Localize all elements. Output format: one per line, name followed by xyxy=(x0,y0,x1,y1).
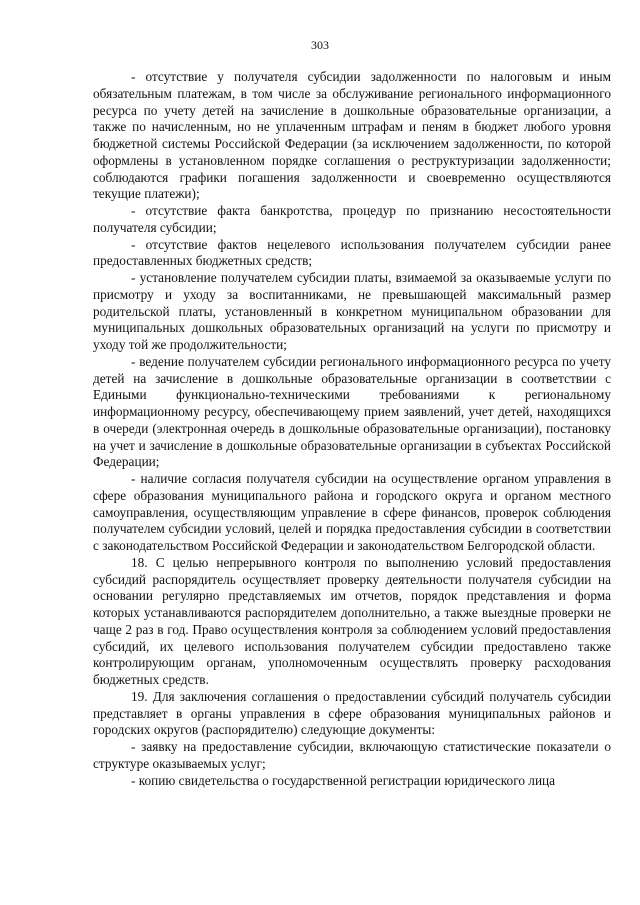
paragraph-info-resource: - ведение получателем субсидии регионального информационного ресурса по учету детей на зачисление в дошкольные образовательные организации в соответствии с Едиными функционально-техническими требованиями к региональному информационному ресурсу, обеспечивающему прием заявлений, учет детей, находящихся в очереди (электронная очередь в дошкольные образовательные организации), постановку на учет и зачисление в дошкольные образовательные организации в субъектах Российской Федерации; xyxy=(93,353,611,470)
paragraph-clause-19: 19. Для заключения соглашения о предоставлении субсидий получатель субсидии представляет в органы управления в сфере образования муниципальных районов и городских округов (распорядителю) следующие документы: xyxy=(93,688,611,738)
paragraph-no-bankruptcy: - отсутствие факта банкротства, процедур по признанию несостоятельности получателя субсидии; xyxy=(93,203,611,235)
paragraph-clause-18: 18. С целью непрерывного контроля по выполнению условий предоставления субсидий распорядитель осуществляет проверку деятельности получателя субсидии на основании регулярно представляемых им отчетов, порядок представления и форма которых устанавливаются распорядителем дополнительно, а также выездные проверки не чаще 2 раз в год. Право осуществления контроля за соблюдением условий предоставления субсидий, их целевого использования получателем субсидии предоставлено также контролирующим органам, уполномоченным осуществлять проверку расходования бюджетных средств. xyxy=(93,554,611,687)
paragraph-consent-to-audits: - наличие согласия получателя субсидии на осуществление органом управления в сфере образования муниципального района и городского округа и органом местного самоуправления, осуществляющим управление в сфере финансов, проверок соблюдения получателем субсидии условий, целей и порядка предоставления субсидии в соответствии с законодательством Российской Федерации и законодательством Белгородской области. xyxy=(93,471,611,553)
paragraph-no-misuse: - отсутствие фактов нецелевого использования получателем субсидии ранее предоставленных бюджетных средств; xyxy=(93,236,611,269)
paragraph-no-tax-debt: - отсутствие у получателя субсидии задолженности по налоговым и иным обязательным платежам, в том числе за обслуживание регионального информационного ресурса по учету детей на зачисление в дошкольные образовательные организации, а также по начисленным, но не уплаченным штрафам и пеням в бюджет любого уровня бюджетной системы Российской Федерации (за исключением задолженности, по которой оформлены в установленном порядке соглашения о реструктуризации задолженности; соблюдаются графики погашения задолженности и своевременно осуществляются текущие платежи); xyxy=(93,69,611,202)
paragraph-registration-copy: - копию свидетельства о государственной регистрации юридического лица xyxy=(131,772,556,788)
document-body xyxy=(93,69,611,789)
paragraph-application: - заявку на предоставление субсидии, включающую статистические показатели о структуре оказываемых услуг; xyxy=(93,739,611,771)
paragraph-parent-fee: - установление получателем субсидии платы, взимаемой за оказываемые услуги по присмотру и уходу за воспитанниками, не превышающей максимальный размер родительской платы, установленный в конкретном муниципальном образовании для муниципальных дошкольных образовательных организаций на услуги по присмотру и уходу той же продолжительности; xyxy=(93,270,611,352)
page-number: 303 xyxy=(311,38,329,52)
